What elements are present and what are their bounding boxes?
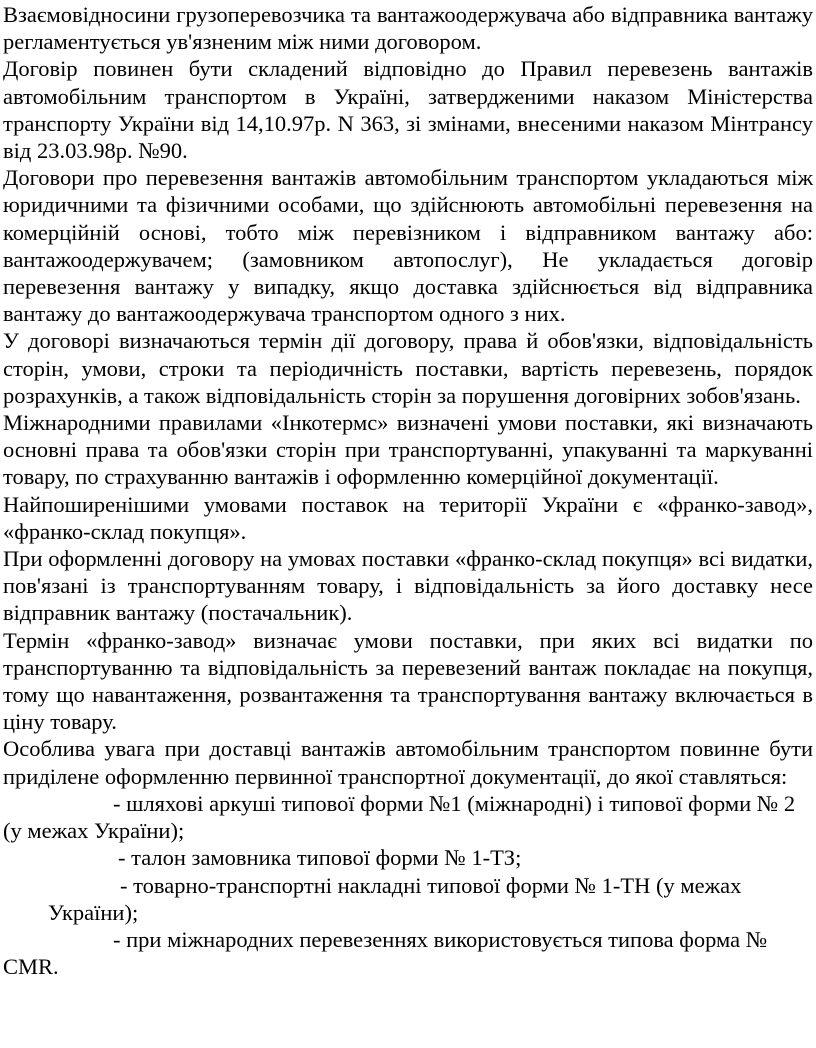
paragraph-franco-factory: Термін «франко-завод» визначає умови поставки, при яких всі видатки по транспортуванню та відповідальність за перевезений вантаж покладає на покупця, тому що навантаження, розвантаження та транспортування вантажу включається в ціну товару. <box>3 627 813 735</box>
paragraph-intro: Взаємовідносини грузоперевозчика та вантажоодержувача або відправника вантажу регламентується ув'язненим між ними договором. <box>3 2 813 55</box>
list-item-consignment-note: - товарно-транспортні накладні типової форми № 1-ТН (у межах України); <box>48 872 742 925</box>
paragraph-rules: Договір повинен бути складений відповідно до Правил перевезень вантажів автомобільним транспортом в Україні, затвердженими наказом Міністерства транспорту України від 14,10.97р. N 363, зі змінами, внесеними наказом Мінтрансу від 23.03.98р. №90. <box>3 56 813 164</box>
paragraph-franco-warehouse: При оформленні договору на умовах поставки «франко-склад покупця» всі видатки, пов'язані із транспортуванням товару, і відповідальність за його доставку несе відправник вантажу (постачальник). <box>3 546 813 626</box>
paragraph-contract-parties: Договори про перевезення вантажів автомобільним транспортом укладаються між юридичними та фізичними особами, що здійснюють автомобільні перевезення на комерційній основі, тобто між перевізником і відправником вантажу або: вантажоодержувачем; (замовником автопослуг), Не укладається договір перевезення вантажу у випадку, якщо доставка здійснюється від відправника вантажу до вантажоодержувача транспортом одного з них. <box>3 165 813 327</box>
paragraph-contract-terms: У договорі визначаються термін дії договору, права й обов'язки, відповідальність сторін, умови, строки та періодичність поставки, вартість перевезень, порядок розрахунків, а також відповідальність сторін за порушення договірних зобов'язань. <box>3 328 813 408</box>
paragraph-common-terms: Найпоширенішими умовами поставок на території України є «франко-завод», «франко-склад покупця». <box>3 491 813 544</box>
paragraph-documentation: Особлива увага при доставці вантажів автомобільним транспортом повинне бути приділене оформленню первинної транспортної документації, до якої ставляться: <box>3 736 813 789</box>
list-item-customer-coupon: - талон замовника типової форми № 1-ТЗ; <box>118 845 522 871</box>
list-item-waybill: - шляхові аркуші типової форми №1 (міжнародні) і типової форми № 2 (у межах України); <box>3 790 796 844</box>
list-item-cmr: - при міжнародних перевезеннях використовується типова форма № CMR. <box>3 926 768 980</box>
paragraph-incoterms: Міжнародними правилами «Інкотермс» визначені умови поставки, які визначають основні права та обов'язки сторін при транспортуванні, упакуванні та маркуванні товару, по страхуванню вантажів і оформленню комерційної документації. <box>3 410 813 490</box>
